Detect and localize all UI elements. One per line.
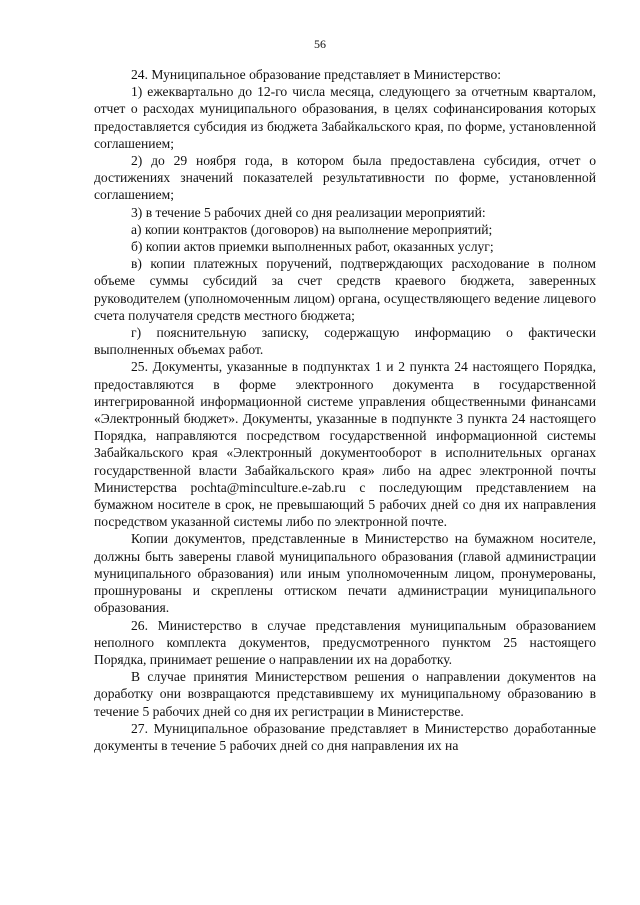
paragraph-26-return: В случае принятия Министерством решения о направлении документов на доработку они возвращаются представившему их муниципальному образованию в течение 5 рабочих дней со дня их регистрации в Министерстве. — [94, 669, 596, 719]
paragraph-24-item-3b: б) копии актов приемки выполненных работ, оказанных услуг; — [131, 239, 494, 255]
paragraph-24-item-3g: г) пояснительную записку, содержащую информацию о фактически выполненных объемах работ. — [94, 325, 596, 358]
paragraph-24-intro: 24. Муниципальное образование представляет в Министерство: — [131, 67, 502, 82]
paragraph-25: 25. Документы, указанные в подпунктах 1 и 2 пункта 24 настоящего Порядка, предоставляются в форме электронного документа в государственной интегрированной информационной системе управления общественными финансами «Электронный бюджет». Документы, указанные в подпункте 3 пункта 24 настоящего Порядка, направляются посредством государственной информационной системы Забайкальского края «Электронный документооборот в исполнительных органах государственной власти Забайкальского края» либо на адрес электронной почты Министерства pochta@minculture.e-zab.ru с последующим представлением на бумажном носителе в срок, не превышающий 5 рабочих дней со дня их направления посредством указанной системы либо по электронной почте. — [94, 359, 596, 530]
paragraph-26: 26. Министерство в случае представления муниципальным образованием неполного комплекта документов, предусмотренного пунктом 25 настоящего Порядка, принимает решение о направлении их на доработку. — [94, 617, 596, 667]
paragraph-24-item-1: 1) ежеквартально до 12-го числа месяца, следующего за отчетным кварталом, отчет о расходах муниципального образования, в целях софинансирования которых предоставляется субсидия из бюджета Забайкальского края, по форме, установленной соглашением; — [94, 84, 596, 151]
paragraph-27: 27. Муниципальное образование представляет в Министерство доработанные документы в течение 5 рабочих дней со дня направления их на — [94, 720, 596, 753]
body-text — [94, 66, 596, 754]
paragraph-24-item-2: 2) до 29 ноября года, в котором была предоставлена субсидия, отчет о достижениях значений показателей результативности по форме, установленной соглашением; — [94, 153, 596, 203]
paragraph-24-item-3a: а) копии контрактов (договоров) на выполнение мероприятий; — [131, 221, 493, 237]
paragraph-25-copies: Копии документов, представленные в Министерство на бумажном носителе, должны быть заверены главой муниципального образования (главой администрации муниципального образования) или иным уполномоченным лицом, пронумерованы, прошнурованы и скреплены оттиском печати администрации муниципального образования. — [94, 531, 596, 616]
paragraph-24-item-3v: в) копии платежных поручений, подтверждающих расходование в полном объеме суммы субсидий за счет средств краевого бюджета, заверенных руководителем (уполномоченным лицом) органа, осуществляющего ведение лицевого счета получателя средств местного бюджета; — [94, 256, 596, 323]
paragraph-24-item-3: 3) в течение 5 рабочих дней со дня реализации мероприятий: — [131, 204, 486, 220]
page-number: 56 — [314, 37, 326, 51]
